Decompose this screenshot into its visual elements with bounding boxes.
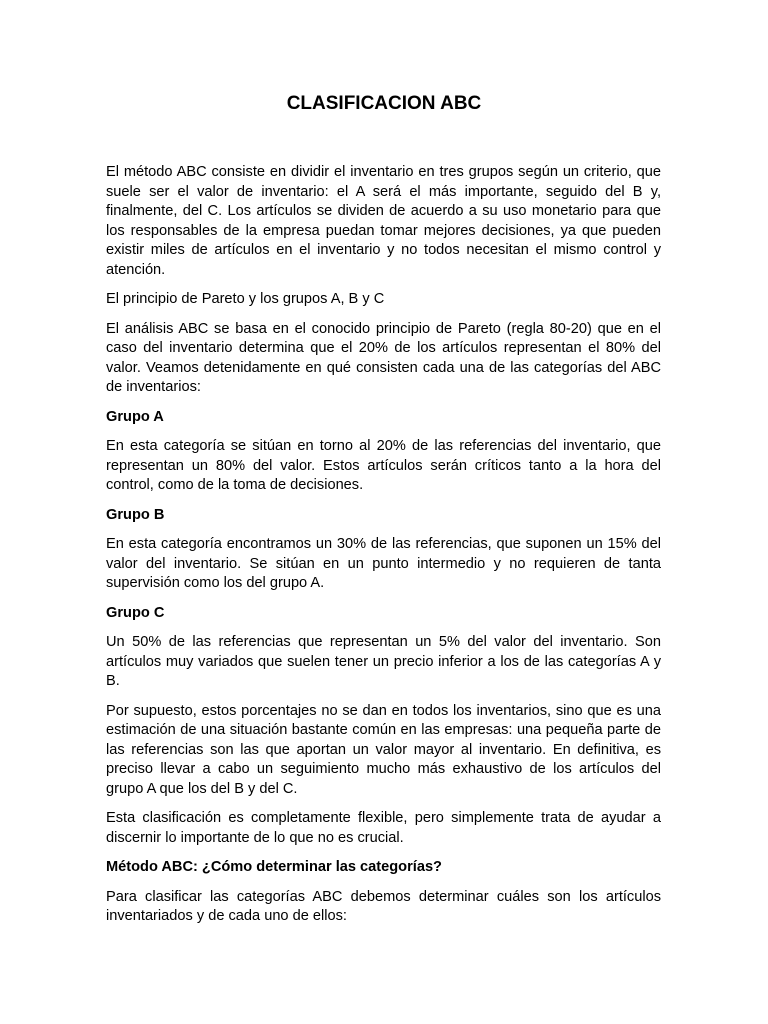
document-title: CLASIFICACION ABC: [286, 93, 482, 114]
paragraph-clasificar: Para clasificar las categorías ABC debemos determinar cuáles son los artículos inventariados y de cada uno de ellos:: [106, 888, 661, 924]
heading-grupo-b: Grupo B: [106, 506, 165, 523]
paragraph-flexible: Esta clasificación es completamente flexible, pero simplemente trata de ayudar a discernir lo importante de lo que no es crucial.: [106, 810, 661, 846]
paragraph-pareto-subtitle: El principio de Pareto y los grupos A, B y C: [106, 291, 385, 307]
paragraph-intro: El método ABC consiste en dividir el inventario en tres grupos según un criterio, que suele ser el valor de inventario: el A será el más importante, seguido del B y, finalmente, del C. Los artículos se dividen de acuerdo a su uso monetario para que los responsables de la empresa puedan tomar mejores decisiones, ya que pueden existir miles de artículos en el inventario y no todos necesitan el mismo control y atención.: [106, 164, 661, 278]
document-body: [106, 163, 661, 937]
paragraph-grupo-a: En esta categoría se sitúan en torno al 20% de las referencias del inventario, que representan un 80% del valor. Estos artículos serán críticos tanto a la hora del control, como de la toma de decisiones.: [106, 438, 661, 493]
paragraph-grupo-c: Un 50% de las referencias que representan un 5% del valor del inventario. Son artículos muy variados que suelen tener un precio inferior a los de las categorías A y B.: [106, 634, 661, 689]
paragraph-pareto: El análisis ABC se basa en el conocido principio de Pareto (regla 80-20) que en el caso del inventario determina que el 20% de los artículos representan el 80% del valor. Veamos detenidamente en qué consisten cada una de las categorías del ABC de inventarios:: [106, 320, 661, 395]
heading-grupo-c: Grupo C: [106, 604, 165, 621]
heading-grupo-a: Grupo A: [106, 408, 164, 425]
paragraph-porcentajes: Por supuesto, estos porcentajes no se dan en todos los inventarios, sino que es una estimación de una situación bastante común en las empresas: una pequeña parte de las referencias son las que aportan un valor mayor al inventario. En definitiva, es preciso llevar a cabo un seguimiento mucho más exhaustivo de los artículos del grupo A que los del B y del C.: [106, 702, 661, 797]
paragraph-grupo-b: En esta categoría encontramos un 30% de las referencias, que suponen un 15% del valor del inventario. Se sitúan en un punto intermedio y no requieren de tanta supervisión como los del grupo A.: [106, 536, 661, 591]
heading-metodo-abc: Método ABC: ¿Cómo determinar las categorías?: [106, 859, 442, 875]
